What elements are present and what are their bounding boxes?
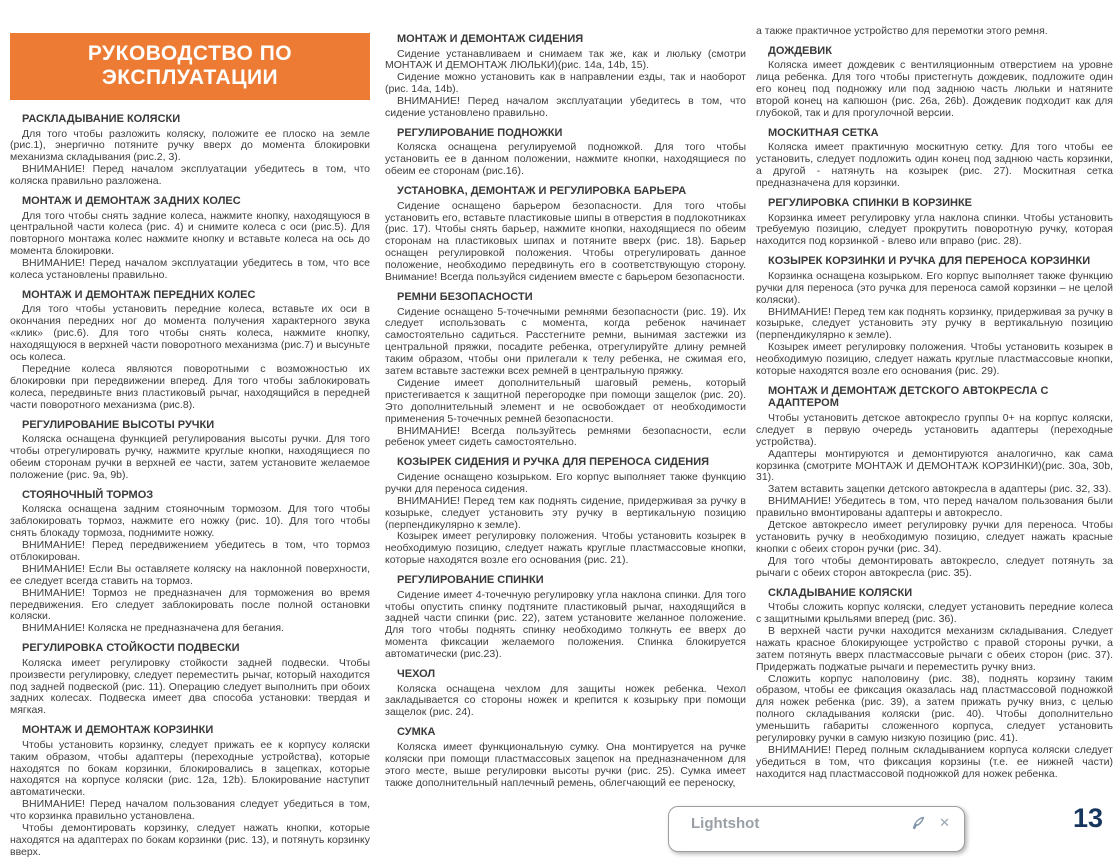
manual-section	[10, 724, 370, 859]
section-paragraph: Коляска имеет функциональную сумку. Она монтируется на ручке коляски при помощи пластмассовых зацепок на предназначенном для этого месте, выше регулировки высоты ручки (рис. 25). Сумка имеет также дополнительный наплечный ремень, облегчающий ее переноску,	[385, 740, 746, 789]
section-heading: РЕГУЛИРОВАНИЕ СПИНКИ	[397, 574, 544, 587]
section-paragraph: Сидение имеет 4-точечную регулировку угла наклона спинки. Для того чтобы опустить спинку подтяните пластиковый рычаг, находящийся в задней части спинки (рис. 22), затем установите желанное положение. Для того чтобы поднять спинку необходимо толкнуть ее вверх до момента фиксации желаемого положения. Спинка блокируется автоматически (рис.23).	[385, 588, 746, 661]
section-paragraph: ВНИМАНИЕ! Перед тем как поднять корзинку, придерживая за ручку в козырьке, следует установить эту ручку в вертикальную позицию (перпендикулярно к земле).	[756, 305, 1113, 342]
manual-section	[385, 33, 746, 120]
lightshot-label: Lightshot	[691, 815, 760, 832]
section-heading: МОНТАЖ И ДЕМОНТАЖ ПЕРЕДНИХ КОЛЕС	[22, 288, 256, 301]
manual-section	[385, 456, 746, 567]
section-paragraph: В верхней части ручки находится механизм складывания. Следует нажать красное блокирующее устройство с правой стороны ручки, а затем потянуть вверх пластмассовые рычаги с обеих сторон (рис. 37). Придержать поджатые рычаги и переместить ручку вниз.	[756, 624, 1113, 673]
section-heading: РЕМНИ БЕЗОПАСНОСТИ	[397, 291, 533, 303]
section-heading: МОНТАЖ И ДЕМОНТАЖ ЗАДНИХ КОЛЕС	[22, 195, 241, 208]
section-paragraph: Коляска оснащена функцией регулирования высоты ручки. Для того чтобы отрегулировать ручку, нажмите круглые кнопки, находящиеся по обеим сторонам ручки в верхней ее части, затем установите желаемое положение (рис. 9a, 9b).	[10, 433, 370, 481]
section-paragraph: ВНИМАНИЕ! Если Вы оставляете коляску на наклонной поверхности, ее следует всегда ставить на тормоз.	[10, 562, 370, 587]
manual-section	[756, 26, 1113, 38]
section-heading: ДОЖДЕВИК	[768, 44, 832, 57]
manual-section	[10, 489, 370, 635]
section-paragraph: Передние колеса являются поворотными с возможностью их блокировки при передвижении вперед. Для того чтобы заблокировать колеса, передвиньте вниз пластиковый рычаг, находящийся в передней части поворотного механизма (рис.8).	[10, 363, 370, 411]
manual-section	[756, 587, 1113, 781]
section-paragraph: Сидение имеет дополнительный шаговый ремень, который пристегивается к защитной перегородке при помощи защелок (рис. 20). Это дополнительный элемент и не освобождает от необходимости применения 5-точечных ремней безопасности.	[385, 376, 746, 425]
section-heading: МОНТАЖ И ДЕМОНТАЖ СИДЕНИЯ	[397, 33, 584, 45]
section-paragraph: ВНИМАНИЕ! Тормоз не предназначен для торможения во время передвижения. Его следует заблокировать после полной остановки коляски.	[10, 586, 370, 623]
lightshot-popup[interactable]	[668, 806, 965, 852]
section-paragraph: ВНИМАНИЕ! Перед передвижением убедитесь в том, что тормоз отблокирован.	[10, 538, 370, 563]
column-middle	[385, 26, 746, 789]
section-heading: СТОЯНОЧНЫЙ ТОРМОЗ	[22, 488, 154, 501]
section-paragraph: Коляска имеет дождевик с вентиляционным отверстием на уровне лица ребенка. Для того чтобы пристегнуть дождевик, подложите один его конец под подножку или под заднюю часть люльки и натяните второй конец на капюшон (рис. 26a, 26b). Дождевик подходит как для глубокой, так и для прогулочной версии.	[756, 59, 1113, 120]
section-paragraph: Коляска оснащена регулируемой подножкой. Для того чтобы установить ее в данном положении, нажмите кнопки, находящиеся по обеим ее сторонам (рис.16).	[385, 141, 746, 178]
section-paragraph: Адаптеры монтируются и демонтируются аналогично, как сама корзинка (смотрите МОНТАЖ И ДЕМОНТАЖ КОРЗИНКИ)(рис. 30a, 30b, 31).	[756, 447, 1113, 484]
section-heading: УСТАНОВКА, ДЕМОНТАЖ И РЕГУЛИРОВКА БАРЬЕРА	[397, 185, 687, 198]
section-heading: МОНТАЖ И ДЕМОНТАЖ ДЕТСКОГО АВТОКРЕСЛА С АДАПТЕРОМ	[768, 384, 1049, 410]
section-paragraph: Чтобы установить корзинку, следует прижать ее к корпусу коляски таким образом, чтобы адаптеры (переходные устройства), которые находятся по бокам корзинки, блокировались в зацепках, которые находятся на корпусе коляски (рис. 12a, 12b). Блокирование наступит автоматически.	[10, 738, 370, 799]
manual-section	[385, 726, 746, 789]
manual-section	[385, 185, 746, 284]
section-paragraph: Сидение оснащено 5-точечными ремнями безопасности (рис. 19). Их следует использовать с момента, когда ребенок начинает самостоятельно садиться. Расстегните ремни, вынимая застежки из центральной пряжки, посадите ребенка, отрегулируйте длину ремней таким образом, чтобы они прилегали к телу ребенка, не сжимая его, затем вставьте застежки всех ремней в центральную пряжку.	[385, 305, 746, 378]
section-paragraph: Чтобы демонтировать корзинку, следует нажать кнопки, которые находятся на адаптерах по бокам корзинки (рис. 13), и потянуть корзинку вверх.	[10, 822, 370, 858]
manual-section	[756, 45, 1113, 120]
section-paragraph: Сидение устанавливаем и снимаем так же, как и люльку (смотри МОНТАЖ И ДЕМОНТАЖ ЛЮЛЬКИ)(рис. 14a, 14b, 15).	[385, 47, 746, 72]
section-paragraph: Козырек имеет регулировку положения. Чтобы установить козырек в необходимую позицию, следует нажать круглые пластмассовые кнопки, которые находятся возле его основания (рис. 29).	[756, 341, 1113, 378]
close-icon[interactable]: ✕	[939, 815, 950, 830]
section-paragraph: ВНИМАНИЕ! Коляска не предназначена для бегания.	[22, 622, 284, 635]
manual-section	[756, 385, 1113, 580]
section-heading: СУМКА	[397, 726, 436, 739]
section-paragraph: Для того чтобы установить передние колеса, вставьте их оси в окончания передних ног до момента получения характерного звука «клик» (рис.6). Для того чтобы снять колеса, нажмите кнопку, находящуюся в верхней части поворотного механизма (рис.7) и высуньте ось колеса.	[10, 303, 370, 364]
section-paragraph: Сидение можно установить как в направлении езды, так и наоборот (рис. 14a, 14b).	[385, 71, 746, 96]
manual-section	[385, 668, 746, 719]
section-heading: КОЗЫРЕК КОРЗИНКИ И РУЧКА ДЛЯ ПЕРЕНОСА КОРЗИНКИ	[768, 255, 1091, 268]
section-heading: КОЗЫРЕК СИДЕНИЯ И РУЧКА ДЛЯ ПЕРЕНОСА СИДЕНИЯ	[397, 456, 710, 469]
section-paragraph: ВНИМАНИЕ! Перед началом эксплуатации убедитесь в том, что коляска правильно разложена.	[10, 163, 370, 188]
section-paragraph: Затем вставить зацепки детского автокресла в адаптеры (рис. 32, 33).	[768, 483, 1112, 496]
manual-section	[10, 642, 370, 717]
manual-section	[756, 127, 1113, 190]
section-paragraph: Чтобы сложить корпус коляски, следует установить передние колеса с защитными крыльями вперед (рис. 36).	[756, 601, 1113, 626]
manual-section	[756, 255, 1113, 378]
column-left-sections	[10, 113, 370, 859]
section-paragraph: Козырек имеет регулировку положения. Чтобы установить козырек в необходимую позицию, следует нажать круглые пластмассовые кнопки, которые находятся возле его основания (рис. 21).	[385, 530, 746, 567]
manual-section	[10, 113, 370, 188]
section-paragraph: ВНИМАНИЕ! Перед началом эксплуатации убедитесь в том, что сидение установлено правильно.	[385, 95, 746, 120]
page-number: 13	[1073, 803, 1104, 833]
section-heading: РЕГУЛИРОВКА СТОЙКОСТИ ПОДВЕСКИ	[22, 642, 240, 655]
section-heading: РЕГУЛИРОВКА СПИНКИ В КОРЗИНКЕ	[768, 197, 972, 210]
section-paragraph: Сложить корпус наполовину (рис. 38), поднять корзину таким образом, чтобы ее фиксация оказалась над пластмассовой подножкой для ножек ребенка (рис. 39), а затем прижать ручку вниз, с целью полного складывания коляски (рис. 40). Чтобы дополнительно уменьшить габариты сложенного корпуса, следует установить регулировку ручки в самую низкую позицию (рис. 41).	[756, 672, 1113, 745]
section-paragraph: Для того чтобы демонтировать автокресло, следует потянуть за рычаги с обеих сторон автокресла (рис. 35).	[756, 554, 1113, 579]
section-paragraph: Коляска имеет регулировку стойкости задней подвески. Чтобы произвести регулировку, следует переместить рычаг, который находится под задней подвеской (рис. 11). Операцию следует выполнить при обоих задних колесах. Подвеска имеет два способа установки: твердая и мягкая.	[10, 656, 370, 717]
manual-section	[10, 419, 370, 482]
section-paragraph: Коляска оснащена задним стояночным тормозом. Для того чтобы заблокировать тормоз, нажмите его ножку (рис. 10). Для того чтобы снять блокаду тормоза, поднимите ножку.	[10, 503, 370, 540]
section-paragraph: ВНИМАНИЕ! Всегда пользуйтесь ремнями безопасности, если ребенок умеет сидеть самостоятельно.	[385, 424, 746, 449]
section-heading: МОНТАЖ И ДЕМОНТАЖ КОРЗИНКИ	[22, 724, 214, 737]
column-left	[10, 33, 370, 859]
lightshot-popup-actions	[911, 816, 950, 830]
section-paragraph: Сидение оснащено козырьком. Его корпус выполняет также функцию ручки для переноса сидения.	[385, 470, 746, 495]
section-paragraph: Коляска имеет практичную москитную сетку. Для того чтобы ее установить, следует подложить один конец под заднюю часть корзинки, а другой - натянуть на козырек (рис. 27). Москитная сетка предназначена для корзинки.	[756, 141, 1113, 190]
section-paragraph: ВНИМАНИЕ! Перед полным складыванием корпуса коляски следует убедиться в том, что фиксация корзины (т.е. ее нижней части) находится над пластмассовой подножкой для ножек ребенка.	[756, 744, 1113, 780]
section-paragraph: Сидение оснащено барьером безопасности. Для того чтобы установить его, вставьте пластиковые шипы в отверстия в подлокотниках (рис. 17). Чтобы снять барьер, нажмите кнопки, находящиеся по обеим сторонам на пластиковых шипах и потяните вверх (рис. 18). Барьер оснащен регулировкой положения. Чтобы отрегулировать данное положение, необходимо передвинуть его в соответствующую сторону. Внимание! Всегда пользуйся сидением вместе с барьером безопасности.	[385, 199, 746, 284]
section-paragraph: Корзинка имеет регулировку угла наклона спинки. Чтобы установить требуемую позицию, следует прокрутить поворотную ручку, которая находится под корзинкой - влево или вправо (рис. 28).	[756, 211, 1113, 248]
section-heading: СКЛАДЫВАНИЕ КОЛЯСКИ	[768, 586, 913, 599]
section-paragraph: а также практичное устройство для перемотки этого ремня.	[756, 25, 1048, 37]
section-paragraph: Корзинка оснащена козырьком. Его корпус выполняет также функцию ручки для переноса (это ручка для переноса самой корзинки – не целой коляски).	[756, 269, 1113, 306]
section-paragraph: ВНИМАНИЕ! Перед началом эксплуатации убедитесь в том, что все колеса установлены правильно.	[10, 257, 370, 282]
manual-section	[385, 574, 746, 661]
manual-section	[385, 127, 746, 178]
section-heading: РЕГУЛИРОВАНИЕ ВЫСОТЫ РУЧКИ	[22, 418, 215, 431]
section-paragraph: Детское автокресло имеет регулировку ручки для переноса. Чтобы установить ручку в необходимую позицию, следует нажать красные кнопки с обеих сторон ручки (рис. 34).	[756, 519, 1113, 555]
section-paragraph: Чтобы установить детское автокресло группы 0+ на корпус коляски, следует в первую очередь установить адаптеры (переходные устройства).	[756, 411, 1113, 448]
section-paragraph: Коляска оснащена чехлом для защиты ножек ребенка. Чехол закладывается со стороны ножек и крепится к козырьку при помощи защелок (рис. 24).	[385, 682, 746, 719]
manual-section	[756, 197, 1113, 248]
section-paragraph: Для того чтобы снять задние колеса, нажмите кнопку, находящуюся в центральной части колеса (рис. 4) и снимите колеса с оси (рис.5). Для повторного монтажа колес нажмите кнопку и вставьте колеса на ось до момента блокировки.	[10, 209, 370, 258]
section-heading: РЕГУЛИРОВАНИЕ ПОДНОЖКИ	[397, 126, 563, 139]
section-paragraph: Для того чтобы разложить коляску, положите ее плоско на земле (рис.1), энергично потяните ручку вверх до момента блокировки механизма складывания (рис.2, 3).	[10, 127, 370, 164]
section-paragraph: ВНИМАНИЕ! Убедитесь в том, что перед началом пользования были правильно вмонтированы адаптеры и автокресло.	[756, 495, 1113, 520]
manual-section	[10, 195, 370, 282]
column-middle-sections	[385, 33, 746, 789]
section-paragraph: ВНИМАНИЕ! Перед тем как поднять сидение, придерживая за ручку в козырьке, следует установить эту ручку в вертикальную позицию (перпендикулярно к земле).	[385, 494, 746, 531]
manual-section	[10, 289, 370, 412]
feather-icon[interactable]	[911, 816, 925, 830]
section-paragraph: ВНИМАНИЕ! Перед началом пользования следует убедиться в том, что корзинка правильно установлена.	[10, 798, 370, 823]
section-heading: МОСКИТНАЯ СЕТКА	[768, 126, 879, 139]
manual-section	[385, 291, 746, 449]
section-heading: ЧЕХОЛ	[397, 668, 436, 681]
section-heading: РАСКЛАДЫВАНИЕ КОЛЯСКИ	[22, 113, 181, 125]
title-banner: РУКОВОДСТВО ПО ЭКСПЛУАТАЦИИ	[10, 33, 370, 100]
column-right-sections	[756, 26, 1113, 781]
column-right	[756, 26, 1113, 781]
